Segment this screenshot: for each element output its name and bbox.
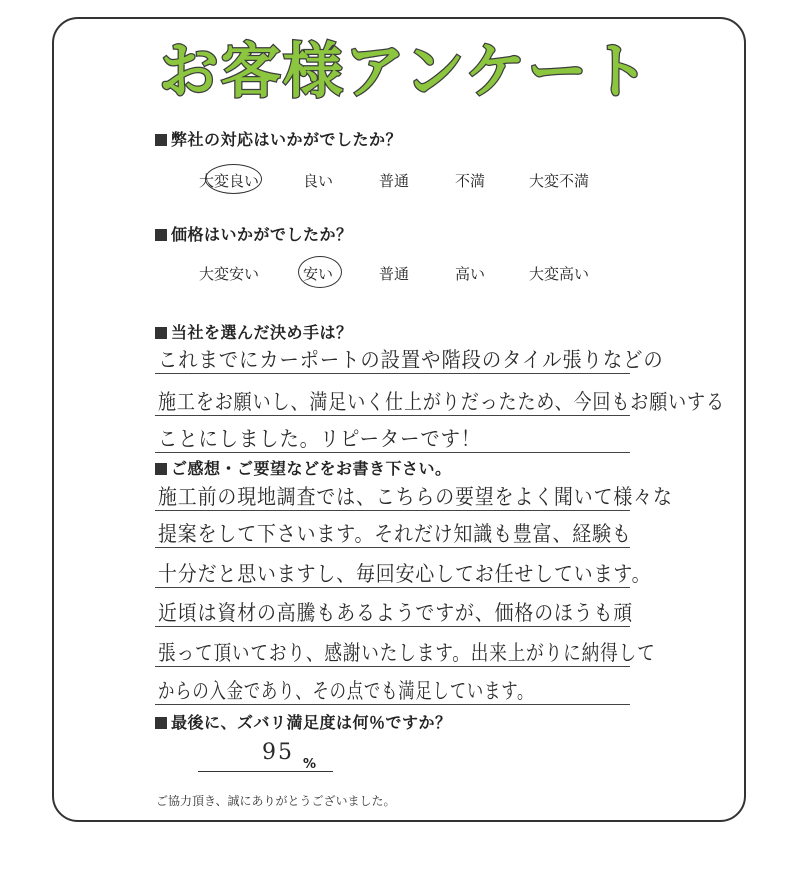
square-bullet-icon xyxy=(155,463,167,475)
q1-option-5[interactable]: 大変不満 xyxy=(529,172,590,190)
q1-selected-circle xyxy=(205,164,262,194)
q1-heading xyxy=(155,127,402,150)
q2-heading xyxy=(155,222,353,245)
q5-heading xyxy=(155,710,452,733)
q4-heading xyxy=(155,456,452,479)
q2-option-4[interactable]: 高い xyxy=(455,265,486,283)
q3-answer-line-1: これまでにカーポートの設置や階段のタイル張りなどの xyxy=(158,348,664,372)
q2-selected-circle xyxy=(298,256,342,288)
square-bullet-icon xyxy=(155,717,167,729)
q4-answer-line-1: 施工前の現地調査では、こちらの要望をよく聞いて様々な xyxy=(158,485,673,509)
q3-answer-line-3: ことにしました。リピーターです！ xyxy=(158,427,482,451)
q1-question: 弊社の対応はいかがでしたか？ xyxy=(171,130,403,149)
q2-question: 価格はいかがでしたか？ xyxy=(171,225,353,244)
ruled-line xyxy=(155,587,630,588)
q3-answer-line-2: 施工をお願いし、満足いく仕上がりだったため、今回もお願いする xyxy=(158,390,725,414)
q1-option-4[interactable]: 不満 xyxy=(455,172,486,190)
q1-option-3[interactable]: 普通 xyxy=(379,172,410,190)
q5-question: 最後に、ズバリ満足度は何％ですか？ xyxy=(171,713,452,732)
q2-option-2[interactable]: 安い xyxy=(303,265,334,283)
ruled-line xyxy=(155,415,630,416)
q4-answer-line-2: 提案をして下さいます。それだけ知識も豊富、経験も xyxy=(158,522,632,546)
satisfaction-value: 95 xyxy=(262,740,294,765)
thank-you-note: ご協力頂き、誠にありがとうございました。 xyxy=(156,794,396,808)
survey-title-text: お客様アンケート xyxy=(158,37,652,105)
q4-answer-line-5: 張って頂いており、感謝いたします。出来上がりに納得して xyxy=(158,641,656,665)
q2-option-3[interactable]: 普通 xyxy=(379,265,410,283)
ruled-line xyxy=(155,373,630,374)
q3-question: 当社を選んだ決め手は？ xyxy=(171,323,353,342)
ruled-line xyxy=(155,547,630,548)
satisfaction-underline xyxy=(198,771,333,772)
ruled-line xyxy=(155,666,630,667)
ruled-line xyxy=(155,452,630,453)
q4-answer-line-6: からの入金であり、その点でも満足しています。 xyxy=(158,679,535,703)
q1-option-1[interactable]: 大変良い xyxy=(199,172,260,190)
q3-heading xyxy=(155,320,353,343)
q4-question: ご感想・ご要望などをお書き下さい。 xyxy=(171,459,452,478)
ruled-line xyxy=(155,510,630,511)
ruled-line xyxy=(155,704,630,705)
q2-option-1[interactable]: 大変安い xyxy=(199,265,260,283)
q4-answer-line-4: 近頃は資材の高騰もあるようですが、価格のほうも頑 xyxy=(158,601,634,625)
q4-answer-line-3: 十分だと思いますし、毎回安心してお任せしています。 xyxy=(158,562,652,586)
square-bullet-icon xyxy=(155,327,167,339)
q2-option-5[interactable]: 大変高い xyxy=(529,265,590,283)
square-bullet-icon xyxy=(155,229,167,241)
square-bullet-icon xyxy=(155,134,167,146)
ruled-line xyxy=(155,626,630,627)
satisfaction-unit: % xyxy=(303,757,317,772)
q1-option-2[interactable]: 良い xyxy=(303,172,334,190)
survey-title xyxy=(0,30,800,105)
